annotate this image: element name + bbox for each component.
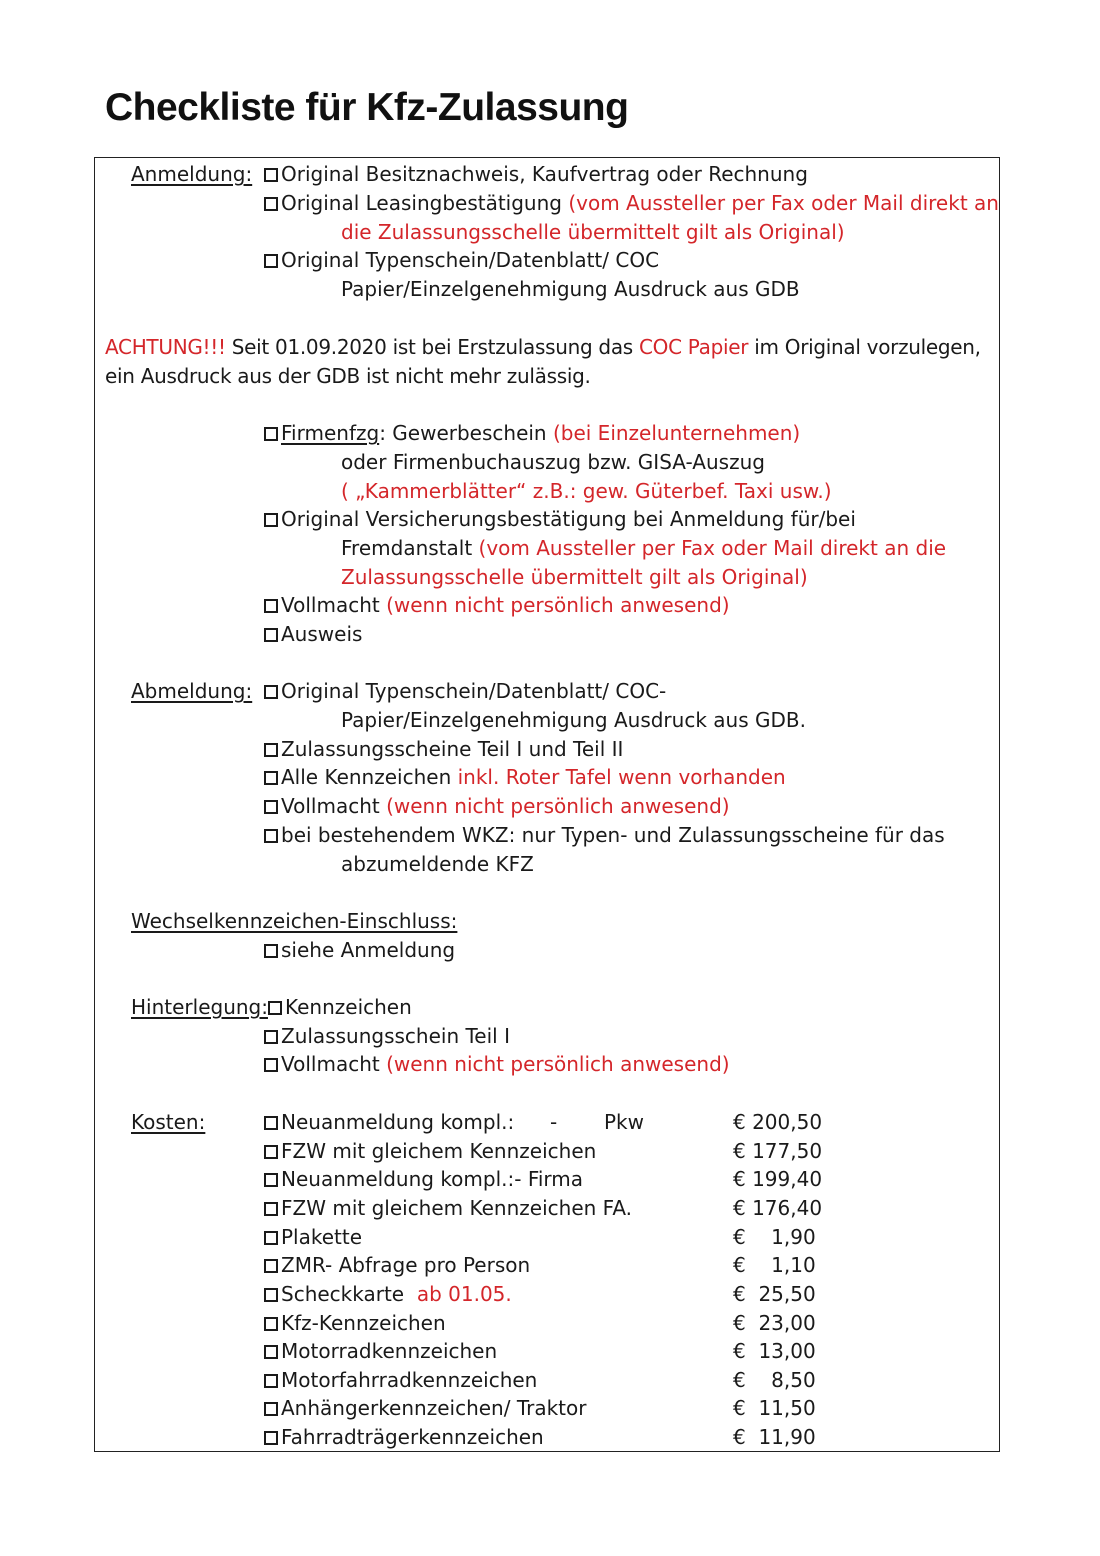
- warning-text: ACHTUNG!!! Seit 01.09.2020 ist bei Erstzulassung das COC Papier im Original vorzulegen,: [105, 335, 981, 359]
- cost-item[interactable]: Motorfahrradkennzeichen: [264, 1366, 537, 1394]
- cost-item[interactable]: Plakette: [264, 1223, 362, 1251]
- cost-price: € 176,40: [733, 1196, 823, 1220]
- section-label-abmeldung: Abmeldung:: [131, 679, 253, 703]
- checkbox[interactable]: [264, 1431, 278, 1445]
- cost-price: € 200,50: [733, 1110, 823, 1134]
- checkbox[interactable]: [264, 1288, 278, 1302]
- checkbox[interactable]: [264, 685, 278, 699]
- checklist-item[interactable]: Zulassungsscheine Teil I und Teil II: [264, 735, 623, 763]
- cost-price: € 177,50: [733, 1139, 823, 1163]
- checklist-item[interactable]: Ausweis: [264, 620, 362, 648]
- checkbox[interactable]: [264, 1173, 278, 1187]
- cost-item[interactable]: Fahrradträgerkennzeichen: [264, 1423, 544, 1451]
- cost-item-vehicle: Pkw: [604, 1110, 644, 1134]
- checklist-item[interactable]: Alle Kennzeichen inkl. Roter Tafel wenn vorhanden: [264, 763, 786, 791]
- item-note: ( „Kammerblätter“ z.B.: gew. Güterbef. Taxi usw.): [341, 479, 832, 503]
- checklist-item[interactable]: bei bestehendem WKZ: nur Typen- und Zulassungsscheine für das: [264, 821, 945, 849]
- checkbox[interactable]: [264, 599, 278, 613]
- checklist-item[interactable]: Firmenfzg: Gewerbeschein (bei Einzelunternehmen): [264, 419, 800, 447]
- cost-price: € 23,00: [733, 1311, 816, 1335]
- checklist-item[interactable]: Vollmacht (wenn nicht persönlich anwesend): [264, 591, 730, 619]
- section-label-hinterlegung: Hinterlegung:: [131, 995, 268, 1019]
- checkbox[interactable]: [268, 1001, 282, 1015]
- checkbox[interactable]: [264, 1259, 278, 1273]
- cost-price: € 1,90: [733, 1225, 816, 1249]
- checkbox[interactable]: [264, 743, 278, 757]
- cost-price: € 25,50: [733, 1282, 816, 1306]
- cost-price: € 199,40: [733, 1167, 823, 1191]
- checkbox[interactable]: [264, 628, 278, 642]
- cost-item[interactable]: Kfz-Kennzeichen: [264, 1309, 446, 1337]
- cost-price: € 11,90: [733, 1425, 816, 1449]
- cost-item[interactable]: Neuanmeldung kompl.:: [264, 1108, 514, 1136]
- checkbox[interactable]: [264, 944, 278, 958]
- cost-item[interactable]: Anhängerkennzeichen/ Traktor: [264, 1394, 586, 1422]
- checkbox[interactable]: [264, 1058, 278, 1072]
- cost-price: € 13,00: [733, 1339, 816, 1363]
- checkbox[interactable]: [264, 513, 278, 527]
- checklist-item[interactable]: Original Versicherungsbestätigung bei Anmeldung für/bei: [264, 505, 856, 533]
- checkbox[interactable]: [264, 771, 278, 785]
- section-label-wechselkennzeichen: Wechselkennzeichen-Einschluss:: [131, 909, 458, 933]
- checkbox[interactable]: [264, 1345, 278, 1359]
- checkbox[interactable]: [264, 168, 278, 182]
- checklist-item[interactable]: Original Leasingbestätigung (vom Aussteller per Fax oder Mail direkt an: [264, 189, 999, 217]
- item-continuation: Papier/Einzelgenehmigung Ausdruck aus GDB.: [341, 708, 806, 732]
- cost-item[interactable]: Scheckkarte ab 01.05.: [264, 1280, 512, 1308]
- checklist-item[interactable]: Zulassungsschein Teil I: [264, 1022, 510, 1050]
- checklist-item[interactable]: Original Besitznachweis, Kaufvertrag oder Rechnung: [264, 160, 808, 188]
- cost-price: € 8,50: [733, 1368, 816, 1392]
- page-title: Checkliste für Kfz-Zulassung: [105, 86, 629, 129]
- checkbox[interactable]: [264, 1231, 278, 1245]
- item-continuation: abzumeldende KFZ: [341, 852, 534, 876]
- cost-item-dash: -: [550, 1110, 558, 1134]
- checkbox[interactable]: [264, 1402, 278, 1416]
- checklist-item[interactable]: siehe Anmeldung: [264, 936, 455, 964]
- checkbox[interactable]: [264, 254, 278, 268]
- checkbox[interactable]: [264, 1145, 278, 1159]
- cost-item[interactable]: Motorradkennzeichen: [264, 1337, 497, 1365]
- checklist-item[interactable]: Vollmacht (wenn nicht persönlich anwesend): [264, 792, 730, 820]
- checkbox[interactable]: [264, 1374, 278, 1388]
- cost-price: € 1,10: [733, 1253, 816, 1277]
- cost-item[interactable]: ZMR- Abfrage pro Person: [264, 1251, 530, 1279]
- checkbox[interactable]: [264, 1202, 278, 1216]
- checklist-item[interactable]: Original Typenschein/Datenblatt/ COC: [264, 246, 659, 274]
- item-note: Zulassungsschelle übermittelt gilt als Original): [341, 565, 808, 589]
- checkbox[interactable]: [264, 1030, 278, 1044]
- checkbox[interactable]: [264, 427, 278, 441]
- checklist-item[interactable]: Original Typenschein/Datenblatt/ COC-: [264, 677, 666, 705]
- checklist-item[interactable]: Kennzeichen: [268, 993, 412, 1021]
- checkbox[interactable]: [264, 800, 278, 814]
- checklist-item[interactable]: Vollmacht (wenn nicht persönlich anwesend): [264, 1050, 730, 1078]
- cost-item[interactable]: Neuanmeldung kompl.:- Firma: [264, 1165, 583, 1193]
- cost-item[interactable]: FZW mit gleichem Kennzeichen: [264, 1137, 596, 1165]
- cost-price: € 11,50: [733, 1396, 816, 1420]
- cost-item[interactable]: FZW mit gleichem Kennzeichen FA.: [264, 1194, 632, 1222]
- checkbox[interactable]: [264, 1116, 278, 1130]
- checkbox[interactable]: [264, 197, 278, 211]
- section-label-anmeldung: Anmeldung:: [131, 162, 253, 186]
- item-continuation: Fremdanstalt (vom Aussteller per Fax oder Mail direkt an die: [341, 536, 947, 560]
- section-label-kosten: Kosten:: [131, 1110, 206, 1134]
- item-note: die Zulassungsschelle übermittelt gilt als Original): [341, 220, 845, 244]
- item-continuation: oder Firmenbuchauszug bzw. GISA-Auszug: [341, 450, 765, 474]
- checkbox[interactable]: [264, 1317, 278, 1331]
- checkbox[interactable]: [264, 829, 278, 843]
- item-continuation: Papier/Einzelgenehmigung Ausdruck aus GDB: [341, 277, 800, 301]
- warning-text-2: ein Ausdruck aus der GDB ist nicht mehr zulässig.: [105, 364, 591, 388]
